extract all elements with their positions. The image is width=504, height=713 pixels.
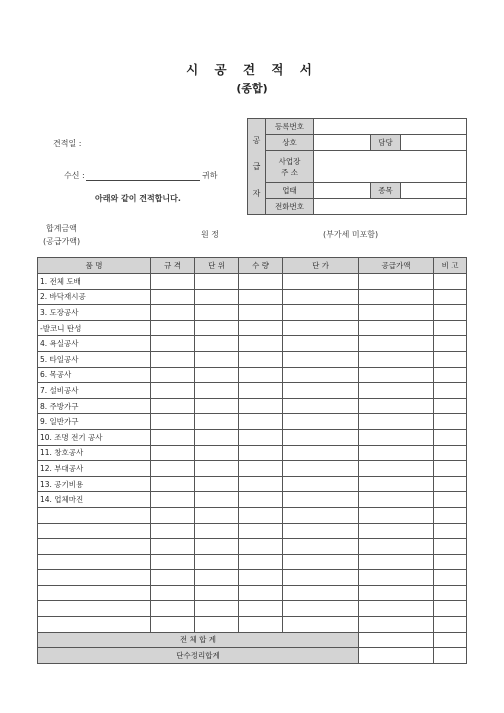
- quantity-cell[interactable]: [239, 585, 283, 601]
- recipient-suffix: 귀하: [202, 171, 218, 180]
- phone-value[interactable]: [314, 199, 467, 215]
- item-name-cell[interactable]: 3. 도장공사: [38, 305, 151, 321]
- item-name-cell[interactable]: [38, 585, 151, 601]
- unit-cell[interactable]: [195, 554, 239, 570]
- supplier-table: [247, 118, 467, 215]
- unit-cell[interactable]: [195, 305, 239, 321]
- document-title: 시 공 견 적 서: [186, 62, 318, 77]
- item-name-cell[interactable]: 1. 전체 도배: [38, 274, 151, 290]
- quantity-cell[interactable]: [239, 554, 283, 570]
- remarks-cell[interactable]: [434, 351, 467, 367]
- table-row: [38, 274, 467, 290]
- table-row: [38, 320, 467, 336]
- unit-cell[interactable]: [195, 585, 239, 601]
- recipient-field[interactable]: [86, 180, 200, 181]
- table-row: [38, 383, 467, 399]
- unit-price-cell[interactable]: [283, 523, 359, 539]
- unit-cell[interactable]: [195, 414, 239, 430]
- recipient-label: 수신 :: [64, 171, 85, 180]
- spec-cell[interactable]: [151, 601, 195, 617]
- reg-no-label: 등록번호: [266, 119, 314, 135]
- supply-value-label: (공급가액): [43, 237, 81, 246]
- table-row: [38, 429, 467, 445]
- remarks-cell[interactable]: [434, 398, 467, 414]
- spec-cell[interactable]: [151, 523, 195, 539]
- quantity-cell[interactable]: [239, 367, 283, 383]
- spec-cell[interactable]: [151, 617, 195, 633]
- table-row: [38, 367, 467, 383]
- table-row: [38, 398, 467, 414]
- notice-text: 아래와 같이 견적합니다.: [95, 194, 181, 203]
- item-name-cell[interactable]: 10. 조명 전기 공사: [38, 429, 151, 445]
- unit-price-cell[interactable]: [283, 320, 359, 336]
- header-item-name: 품 명: [38, 258, 151, 274]
- quantity-cell[interactable]: [239, 289, 283, 305]
- spec-cell[interactable]: [151, 461, 195, 477]
- supply-value-cell[interactable]: [359, 570, 434, 586]
- item-name-cell[interactable]: [38, 539, 151, 555]
- item-name-cell[interactable]: 4. 욕실공사: [38, 336, 151, 352]
- unit-cell[interactable]: [195, 570, 239, 586]
- table-row: [38, 617, 467, 633]
- unit-cell[interactable]: [195, 336, 239, 352]
- unit-cell[interactable]: [195, 383, 239, 399]
- table-row: [38, 461, 467, 477]
- item-name-cell[interactable]: [38, 507, 151, 523]
- date-label: 견적일 :: [53, 139, 82, 148]
- item-name-cell[interactable]: 8. 주방가구: [38, 398, 151, 414]
- unit-price-cell[interactable]: [283, 429, 359, 445]
- supply-value-cell[interactable]: [359, 445, 434, 461]
- business-item-value[interactable]: [401, 183, 467, 199]
- unit-cell[interactable]: [195, 523, 239, 539]
- grand-total-value[interactable]: [359, 632, 434, 648]
- manager-value[interactable]: [401, 135, 467, 151]
- item-name-cell[interactable]: 11. 창호공사: [38, 445, 151, 461]
- spec-cell[interactable]: [151, 383, 195, 399]
- quantity-cell[interactable]: [239, 461, 283, 477]
- spec-cell[interactable]: [151, 398, 195, 414]
- unit-price-cell[interactable]: [283, 617, 359, 633]
- supply-value-cell[interactable]: [359, 383, 434, 399]
- spec-cell[interactable]: [151, 507, 195, 523]
- unit-price-cell[interactable]: [283, 305, 359, 321]
- spec-cell[interactable]: [151, 585, 195, 601]
- table-row: [38, 585, 467, 601]
- remarks-cell[interactable]: [434, 383, 467, 399]
- unit-price-cell[interactable]: [283, 274, 359, 290]
- item-name-cell[interactable]: 12. 부대공사: [38, 461, 151, 477]
- spec-cell[interactable]: [151, 554, 195, 570]
- spec-cell[interactable]: [151, 414, 195, 430]
- quantity-cell[interactable]: [239, 429, 283, 445]
- remarks-cell[interactable]: [434, 461, 467, 477]
- grand-total-label: 전 체 합 계: [38, 632, 359, 648]
- item-name-cell[interactable]: [38, 601, 151, 617]
- remarks-cell[interactable]: [434, 507, 467, 523]
- quantity-cell[interactable]: [239, 414, 283, 430]
- company-label: 상호: [266, 135, 314, 151]
- unit-cell[interactable]: [195, 601, 239, 617]
- spec-cell[interactable]: [151, 429, 195, 445]
- estimate-table: [37, 257, 467, 664]
- quantity-cell[interactable]: [239, 617, 283, 633]
- supply-value-cell[interactable]: [359, 523, 434, 539]
- remarks-cell[interactable]: [434, 539, 467, 555]
- remarks-cell[interactable]: [434, 554, 467, 570]
- reg-no-value[interactable]: [314, 119, 467, 135]
- unit-price-cell[interactable]: [283, 601, 359, 617]
- business-type-label: 업태: [266, 183, 314, 199]
- quantity-cell[interactable]: [239, 492, 283, 508]
- rounding-total-remarks[interactable]: [434, 648, 467, 664]
- business-item-label: 종목: [371, 183, 401, 199]
- table-row: [38, 476, 467, 492]
- unit-cell[interactable]: [195, 507, 239, 523]
- remarks-cell[interactable]: [434, 305, 467, 321]
- supply-value-cell[interactable]: [359, 414, 434, 430]
- item-name-cell[interactable]: 7. 설비공사: [38, 383, 151, 399]
- supply-value-cell[interactable]: [359, 601, 434, 617]
- quantity-cell[interactable]: [239, 523, 283, 539]
- unit-cell[interactable]: [195, 461, 239, 477]
- unit-price-cell[interactable]: [283, 445, 359, 461]
- remarks-cell[interactable]: [434, 414, 467, 430]
- grand-total-remarks[interactable]: [434, 632, 467, 648]
- unit-cell[interactable]: [195, 367, 239, 383]
- remarks-cell[interactable]: [434, 320, 467, 336]
- supply-value-cell[interactable]: [359, 274, 434, 290]
- quantity-cell[interactable]: [239, 601, 283, 617]
- table-row: [38, 336, 467, 352]
- quantity-cell[interactable]: [239, 320, 283, 336]
- document-subtitle: (종합): [236, 82, 268, 95]
- unit-price-cell[interactable]: [283, 507, 359, 523]
- supply-value-cell[interactable]: [359, 398, 434, 414]
- unit-cell[interactable]: [195, 429, 239, 445]
- quantity-cell[interactable]: [239, 445, 283, 461]
- supply-value-cell[interactable]: [359, 585, 434, 601]
- quantity-cell[interactable]: [239, 398, 283, 414]
- table-row: [38, 554, 467, 570]
- remarks-cell[interactable]: [434, 289, 467, 305]
- supply-value-cell[interactable]: [359, 320, 434, 336]
- table-row: [38, 507, 467, 523]
- supply-value-cell[interactable]: [359, 507, 434, 523]
- header-remarks: 비 고: [434, 258, 467, 274]
- item-name-cell[interactable]: 13. 공기비용: [38, 476, 151, 492]
- supply-value-cell[interactable]: [359, 476, 434, 492]
- supply-value-cell[interactable]: [359, 539, 434, 555]
- spec-cell[interactable]: [151, 367, 195, 383]
- spec-cell[interactable]: [151, 305, 195, 321]
- supply-value-cell[interactable]: [359, 351, 434, 367]
- table-row: [38, 414, 467, 430]
- item-name-cell[interactable]: 6. 목공사: [38, 367, 151, 383]
- unit-price-cell[interactable]: [283, 585, 359, 601]
- table-row: [38, 445, 467, 461]
- item-name-cell[interactable]: 14. 업체마진: [38, 492, 151, 508]
- unit-price-cell[interactable]: [283, 367, 359, 383]
- unit-price-cell[interactable]: [283, 554, 359, 570]
- table-row: [38, 305, 467, 321]
- unit-price-cell[interactable]: [283, 492, 359, 508]
- supply-value-cell[interactable]: [359, 367, 434, 383]
- quantity-cell[interactable]: [239, 476, 283, 492]
- unit-price-cell[interactable]: [283, 539, 359, 555]
- table-row: [38, 539, 467, 555]
- table-row: [38, 351, 467, 367]
- remarks-cell[interactable]: [434, 336, 467, 352]
- spec-cell[interactable]: [151, 274, 195, 290]
- rounding-total-label: 단수정리합계: [38, 648, 359, 664]
- unit-price-cell[interactable]: [283, 476, 359, 492]
- remarks-cell[interactable]: [434, 492, 467, 508]
- quantity-cell[interactable]: [239, 570, 283, 586]
- manager-label: 담당: [371, 135, 401, 151]
- item-name-cell[interactable]: [38, 570, 151, 586]
- spec-cell[interactable]: [151, 351, 195, 367]
- header-spec: 규 격: [151, 258, 195, 274]
- table-row: [38, 492, 467, 508]
- spec-cell[interactable]: [151, 320, 195, 336]
- table-row: [38, 523, 467, 539]
- unit-price-cell[interactable]: [283, 289, 359, 305]
- quantity-cell[interactable]: [239, 383, 283, 399]
- unit-price-cell[interactable]: [283, 398, 359, 414]
- item-name-cell[interactable]: -발코니 탄성: [38, 320, 151, 336]
- unit-price-cell[interactable]: [283, 383, 359, 399]
- quantity-cell[interactable]: [239, 507, 283, 523]
- vat-note: (부가세 미포함): [323, 230, 379, 239]
- unit-cell[interactable]: [195, 539, 239, 555]
- quantity-cell[interactable]: [239, 336, 283, 352]
- remarks-cell[interactable]: [434, 585, 467, 601]
- remarks-cell[interactable]: [434, 429, 467, 445]
- supply-value-cell[interactable]: [359, 336, 434, 352]
- item-name-cell[interactable]: [38, 617, 151, 633]
- rounding-total-value[interactable]: [359, 648, 434, 664]
- remarks-cell[interactable]: [434, 570, 467, 586]
- remarks-cell[interactable]: [434, 523, 467, 539]
- unit-cell[interactable]: [195, 274, 239, 290]
- unit-price-cell[interactable]: [283, 336, 359, 352]
- remarks-cell[interactable]: [434, 445, 467, 461]
- header-unit-price: 단 가: [283, 258, 359, 274]
- unit-cell[interactable]: [195, 445, 239, 461]
- business-type-value[interactable]: [314, 183, 371, 199]
- supply-value-cell[interactable]: [359, 305, 434, 321]
- total-amount-label: 합계금액: [46, 224, 77, 233]
- quantity-cell[interactable]: [239, 305, 283, 321]
- spec-cell[interactable]: [151, 289, 195, 305]
- quantity-cell[interactable]: [239, 274, 283, 290]
- supply-value-cell[interactable]: [359, 461, 434, 477]
- spec-cell[interactable]: [151, 492, 195, 508]
- unit-price-cell[interactable]: [283, 461, 359, 477]
- spec-cell[interactable]: [151, 445, 195, 461]
- supply-value-cell[interactable]: [359, 554, 434, 570]
- spec-cell[interactable]: [151, 476, 195, 492]
- unit-cell[interactable]: [195, 351, 239, 367]
- unit-cell[interactable]: [195, 398, 239, 414]
- remarks-cell[interactable]: [434, 601, 467, 617]
- item-name-cell[interactable]: 2. 바닥재시공: [38, 289, 151, 305]
- supply-value-cell[interactable]: [359, 289, 434, 305]
- header-quantity: 수 량: [239, 258, 283, 274]
- address-value[interactable]: [314, 151, 467, 183]
- remarks-cell[interactable]: [434, 476, 467, 492]
- unit-cell[interactable]: [195, 492, 239, 508]
- table-row: [38, 289, 467, 305]
- unit-price-cell[interactable]: [283, 351, 359, 367]
- item-name-cell[interactable]: [38, 523, 151, 539]
- header-supply-value: 공급가액: [359, 258, 434, 274]
- unit-cell[interactable]: [195, 617, 239, 633]
- unit-cell[interactable]: [195, 476, 239, 492]
- spec-cell[interactable]: [151, 336, 195, 352]
- item-name-cell[interactable]: 5. 타일공사: [38, 351, 151, 367]
- quantity-cell[interactable]: [239, 351, 283, 367]
- company-value[interactable]: [314, 135, 371, 151]
- remarks-cell[interactable]: [434, 367, 467, 383]
- spec-cell[interactable]: [151, 570, 195, 586]
- table-row: [38, 601, 467, 617]
- table-row: [38, 570, 467, 586]
- header-unit: 단 위: [195, 258, 239, 274]
- phone-label: 전화번호: [266, 199, 314, 215]
- supply-value-cell[interactable]: [359, 617, 434, 633]
- unit-price-cell[interactable]: [283, 414, 359, 430]
- supply-value-cell[interactable]: [359, 429, 434, 445]
- quantity-cell[interactable]: [239, 539, 283, 555]
- remarks-cell[interactable]: [434, 617, 467, 633]
- remarks-cell[interactable]: [434, 274, 467, 290]
- unit-price-cell[interactable]: [283, 570, 359, 586]
- item-name-cell[interactable]: 9. 일반가구: [38, 414, 151, 430]
- unit-cell[interactable]: [195, 289, 239, 305]
- supplier-side-label: 공 급 자: [248, 119, 266, 215]
- supply-value-cell[interactable]: [359, 492, 434, 508]
- won-label: 원 정: [201, 230, 219, 239]
- spec-cell[interactable]: [151, 539, 195, 555]
- item-name-cell[interactable]: [38, 554, 151, 570]
- address-label: 사업장 주 소: [266, 151, 314, 183]
- unit-cell[interactable]: [195, 320, 239, 336]
